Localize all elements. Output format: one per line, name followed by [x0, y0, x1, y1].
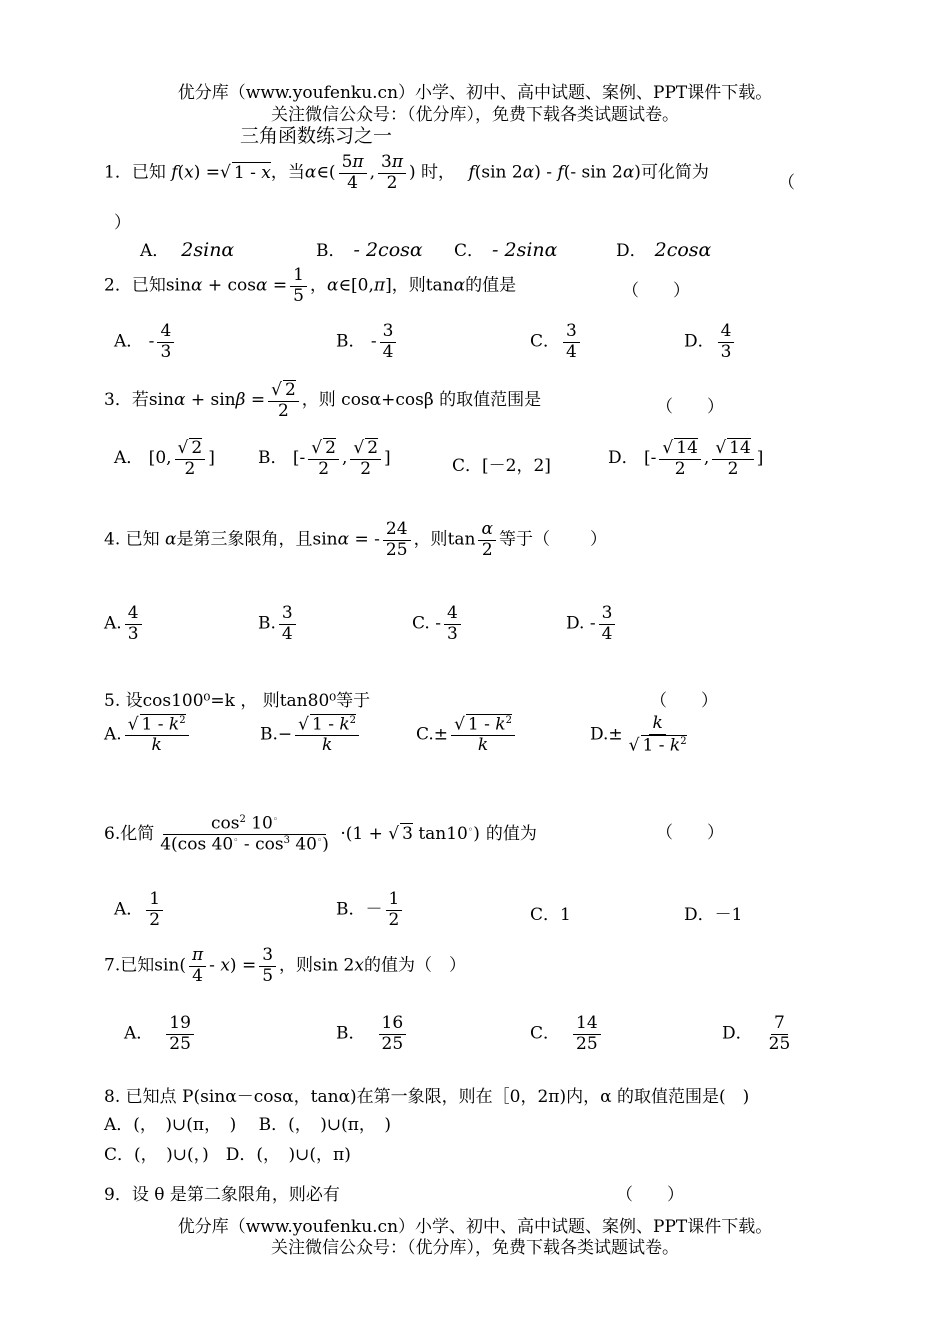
- q4-option-d: D. - $\frac{3}{4}$: [566, 604, 618, 644]
- q2-option-b: B． - $\frac{3}{4}$: [336, 322, 399, 362]
- q4-option-b: B. $\frac{3}{4}$: [258, 604, 299, 644]
- page-title: 三角函数练习之一: [240, 125, 393, 147]
- q2-paren: （ ）: [622, 281, 690, 301]
- q1-tail2: 可化简为: [640, 162, 709, 183]
- question-5: 5. 设cos100⁰=k ， 则tan80⁰等于: [104, 691, 371, 711]
- q3-option-a: A． [0, $\frac{√ 2}{2}$ ]: [114, 438, 215, 479]
- q1-option-d: D． 2cosα: [616, 239, 712, 261]
- q6-paren: （ ）: [656, 823, 724, 843]
- q1-option-a: A． 2sinα: [140, 239, 235, 261]
- q4-option-c: C. - $\frac{4}{3}$: [412, 604, 464, 644]
- q2-option-a: A． - $\frac{4}{3}$: [114, 322, 177, 362]
- footer-line-1: 优分库（www.youfenku.cn）小学、初中、高中试题、案例、PPT课件下载。: [177, 1217, 773, 1237]
- question-8: 8. 已知点 P(sinα－cosα，tanα)在第一象限，则在［0，2π)内，α 的取值范围是( ): [104, 1087, 750, 1107]
- q3-paren: （ ）: [656, 397, 724, 417]
- q5-option-c: C.± $\frac{√ 1 - k^2}{k}$: [416, 714, 518, 756]
- q8-options-cd: C．(， )∪(，) D．(， )∪(，π): [104, 1145, 351, 1165]
- q1-tail: 时，: [421, 162, 456, 183]
- q5-paren: （ ）: [650, 691, 718, 711]
- question-2: 2．已知sinα + cosα = $\frac{1}{5}$ ，α∈[0,π]，则tanα的值是: [104, 265, 517, 306]
- q6-option-d: D．－1: [684, 905, 743, 925]
- q2-option-d: D． $\frac{4}{3}$: [684, 322, 737, 362]
- footer-line-2: 关注微信公众号：（优分库），免费下载各类试题试卷。: [271, 1238, 679, 1258]
- q3-option-c: C．[－2，2]: [452, 456, 551, 476]
- q6-option-c: C．1: [530, 905, 571, 925]
- q7-option-b: B． $\frac{16}{25}$: [336, 1014, 409, 1054]
- q1-option-c: C． - 2sinα: [454, 239, 558, 261]
- question-9: 9．设 θ 是第二象限角，则必有: [104, 1185, 340, 1205]
- question-4: 4. 已知 α是第三象限角，且sinα = - $\frac{24}{25}$ ，则tan $\frac{\alpha}{2}$ 等于（ ）: [104, 519, 607, 560]
- question-3: 3．若sinα + sinβ = $\frac{√ 2}{2}$ ，则 cosα+cosβ 的取值范围是: [104, 380, 542, 421]
- q1-paren-open: （: [778, 173, 795, 193]
- q1-cond: ，当: [270, 162, 305, 183]
- q4-option-a: A. $\frac{4}{3}$: [104, 604, 145, 644]
- header-line-2: 关注微信公众号：（优分库），免费下载各类试题试卷。: [271, 105, 679, 125]
- question-7: 7.已知sin( $\frac{\pi}{4}$ - x) = $\frac{3}{5}$ ，则sin 2x的值为（ ）: [104, 945, 466, 986]
- q6-option-a: A． $\frac{1}{2}$: [114, 890, 166, 930]
- q7-option-c: C． $\frac{14}{25}$: [530, 1014, 604, 1054]
- q1-paren-close: ）: [114, 213, 131, 233]
- q1-prefix: 1．已知: [104, 162, 166, 183]
- q5-option-b: B.− $\frac{√ 1 - k^2}{k}$: [260, 714, 362, 756]
- q5-option-d: D.± $\frac{k}{√ 1 - k^2}$: [590, 713, 687, 756]
- question-1: 1．已知 f(x) =√ 1 - x，当α∈( $\frac{5\pi}{4}$ , $\frac{3\pi}{2}$ ) 时， f(sin 2α) - f(- sin 2α)可化简为: [104, 152, 709, 193]
- question-6: 6.化简 $\frac{\cos^2 10^◦}{4(\cos 40^◦ - \cos^3 40^◦)}$ ·(1 + √ 3 tan10◦) 的值为: [104, 813, 537, 855]
- q7-option-d: D． $\frac{7}{25}$: [722, 1013, 791, 1054]
- q9-paren: （ ）: [616, 1185, 684, 1205]
- q2-option-c: C． $\frac{3}{4}$: [530, 322, 583, 362]
- q3-option-d: D． [- $\frac{√ 14}{2}$ , $\frac{√ 14}{2}$ ]: [608, 438, 764, 479]
- q8-options-ab: A．(， )∪(π， ) B．(， )∪(π， ): [104, 1115, 392, 1135]
- q5-option-a: A. $\frac{√ 1 - k^2}{k}$: [104, 714, 192, 756]
- q6-option-b: B．－ $\frac{1}{2}$: [336, 890, 405, 930]
- q1-option-b: B． - 2cosα: [316, 239, 423, 261]
- q7-option-a: A． $\frac{19}{25}$: [124, 1014, 197, 1054]
- q3-option-b: B． [- $\frac{√ 2}{2}$ , $\frac{√ 2}{2}$ ]: [258, 438, 391, 479]
- header-line-1: 优分库（www.youfenku.cn）小学、初中、高中试题、案例、PPT课件下载。: [177, 83, 773, 103]
